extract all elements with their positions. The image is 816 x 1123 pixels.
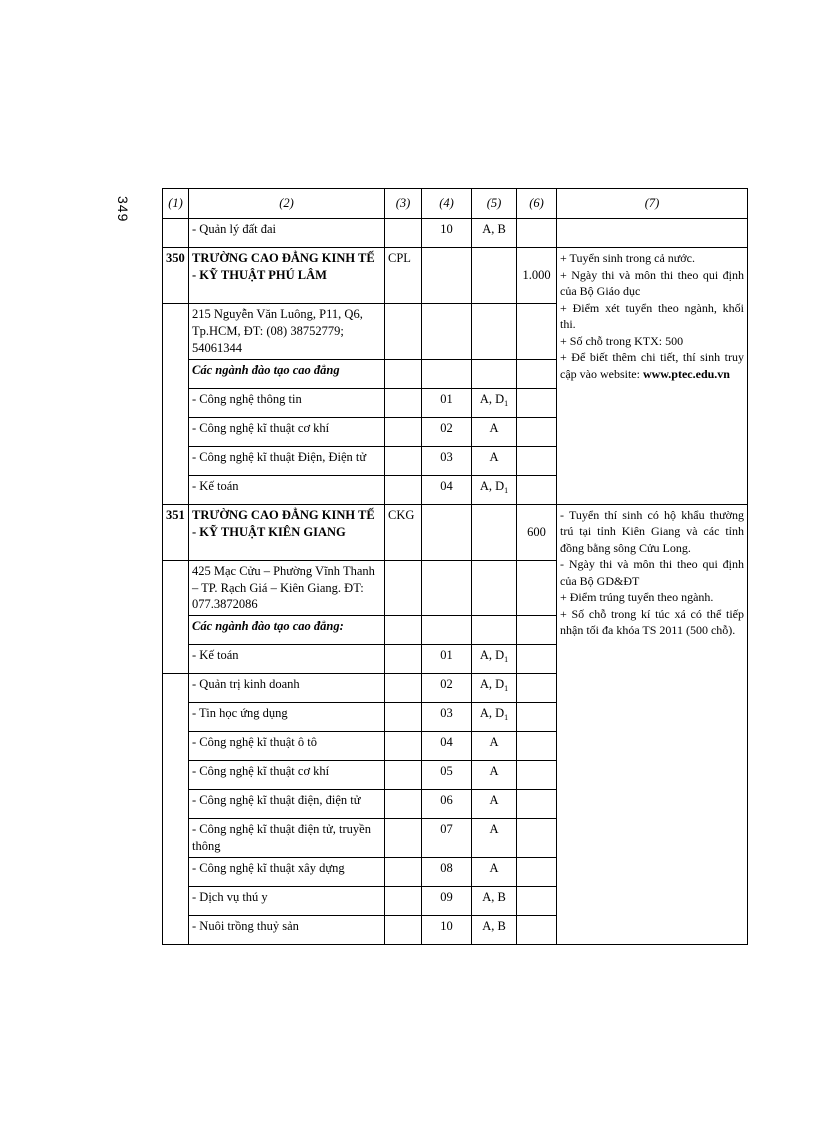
major-block: A, $D_1$ — [472, 674, 517, 703]
major-code: 03 — [422, 446, 472, 475]
col-header-5: (5) — [472, 189, 517, 219]
major-block: A — [472, 446, 517, 475]
note-line: + Số chỗ trong kí túc xá có thể tiếp nhận tối đa khóa TS 2011 (500 chỗ). — [560, 606, 744, 638]
admissions-table — [162, 188, 748, 945]
school-row — [163, 248, 748, 304]
note-line: + Tuyển sinh trong cả nước. — [560, 251, 695, 265]
note-line: + Để biết thêm chi tiết, thí sinh truy cập vào website: — [560, 350, 744, 381]
major-block: A — [472, 858, 517, 887]
major-block: A — [472, 819, 517, 858]
major-code: 01 — [422, 645, 472, 674]
page-number: 349 — [115, 196, 131, 223]
major-name: - Quản trị kinh doanh — [189, 674, 385, 703]
major-code: 01 — [422, 388, 472, 417]
major-block: A, $D_1$ — [472, 645, 517, 674]
major-name: - Quản lý đất đai — [189, 219, 385, 248]
col-header-4: (4) — [422, 189, 472, 219]
major-name: - Dịch vụ thú y — [189, 887, 385, 916]
major-code: 07 — [422, 819, 472, 858]
note-line: - Tuyển thí sinh có hộ khẩu thường trú tại tỉnh Kiên Giang và các tỉnh đồng bằng sông Cửu Long. — [560, 507, 744, 555]
website-link[interactable]: www.ptec.edu.vn — [642, 366, 730, 381]
note-line: - Ngày thi và môn thi theo qui định của Bộ GD&ĐT — [560, 557, 744, 588]
major-name: - Công nghệ kĩ thuật ô tô — [189, 732, 385, 761]
major-name: - Công nghệ kĩ thuật Điện, Điện tử — [189, 446, 385, 475]
note-line: + Điểm trúng tuyển theo ngành. — [560, 590, 714, 605]
school-notes — [557, 248, 748, 505]
major-name: - Công nghệ kĩ thuật cơ khí — [189, 417, 385, 446]
major-block: A, B — [472, 887, 517, 916]
major-name: - Tin học ứng dụng — [189, 703, 385, 732]
major-block: A — [472, 732, 517, 761]
note-line: + Số chỗ trong KTX: 500 — [560, 333, 684, 348]
major-code: 10 — [422, 219, 472, 248]
major-block: A, $D_1$ — [472, 703, 517, 732]
major-name: - Kế toán — [189, 475, 385, 504]
school-notes — [557, 504, 748, 944]
col-header-6: (6) — [517, 189, 557, 219]
major-block: A — [472, 761, 517, 790]
major-name: - Công nghệ thông tin — [189, 388, 385, 417]
school-name: TRƯỜNG CAO ĐẲNG KINH TẾ - KỸ THUẬT KIÊN GIANG — [189, 504, 385, 560]
col-header-7: (7) — [557, 189, 748, 219]
school-quota: 600 — [517, 504, 557, 560]
major-name: - Công nghệ kĩ thuật xây dựng — [189, 858, 385, 887]
major-code: 10 — [422, 916, 472, 945]
major-code: 02 — [422, 674, 472, 703]
major-name: - Công nghệ kĩ thuật điện, điện tử — [189, 790, 385, 819]
major-code: 08 — [422, 858, 472, 887]
section-heading: Các ngành đào tạo cao đẳng — [189, 359, 385, 388]
major-code: 09 — [422, 887, 472, 916]
school-name: TRƯỜNG CAO ĐẲNG KINH TẾ - KỸ THUẬT PHÚ LÂM — [189, 248, 385, 304]
school-code: CKG — [385, 504, 422, 560]
school-row — [163, 504, 748, 560]
major-name: - Công nghệ kĩ thuật điện tử, truyền thông — [189, 819, 385, 858]
major-block: A, B — [472, 219, 517, 248]
major-code: 05 — [422, 761, 472, 790]
school-number: 350 — [163, 248, 189, 304]
table-row — [163, 219, 748, 248]
school-quota: 1.000 — [517, 248, 557, 304]
col-header-1: (1) — [163, 189, 189, 219]
major-code: 04 — [422, 732, 472, 761]
school-code: CPL — [385, 248, 422, 304]
section-heading: Các ngành đào tạo cao đẳng: — [189, 616, 385, 645]
school-number: 351 — [163, 504, 189, 560]
major-code: 02 — [422, 417, 472, 446]
major-block: A — [472, 790, 517, 819]
major-block: A, B — [472, 916, 517, 945]
major-code: 06 — [422, 790, 472, 819]
note-line: + Ngày thi và môn thi theo qui định của Bộ Giáo dục — [560, 267, 744, 299]
major-block: A, $D_1$ — [472, 475, 517, 504]
major-name: - Công nghệ kĩ thuật cơ khí — [189, 761, 385, 790]
major-code: 04 — [422, 475, 472, 504]
major-name: - Nuôi trồng thuỷ sản — [189, 916, 385, 945]
header-row — [163, 189, 748, 219]
note-line: + Điểm xét tuyển theo ngành, khối thi. — [560, 300, 744, 332]
school-address: 425 Mạc Cửu – Phường Vĩnh Thanh – TP. Rạch Giá – Kiên Giang. ĐT: 077.3872086 — [189, 560, 385, 616]
school-address: 215 Nguyễn Văn Luông, P11, Q6, Tp.HCM, ĐT: (08) 38752779; 54061344 — [189, 304, 385, 360]
major-name: - Kế toán — [189, 645, 385, 674]
col-header-3: (3) — [385, 189, 422, 219]
col-header-2: (2) — [189, 189, 385, 219]
major-block: A, $D_1$ — [472, 388, 517, 417]
major-code: 03 — [422, 703, 472, 732]
major-block: A — [472, 417, 517, 446]
